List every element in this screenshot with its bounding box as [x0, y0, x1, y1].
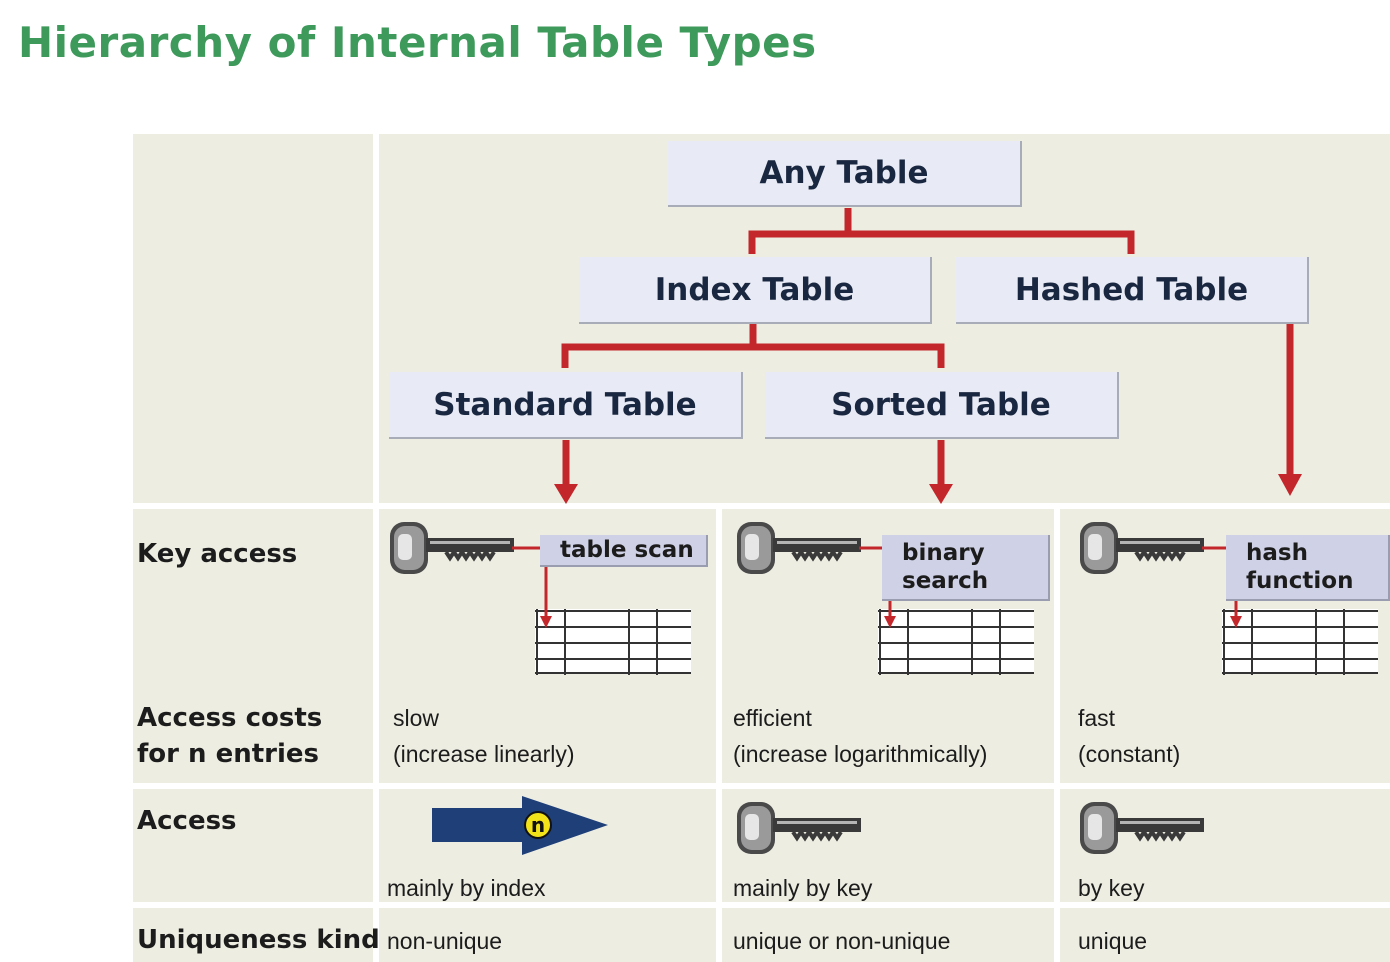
row-label-access: Access [137, 806, 237, 836]
uniqueness-cell-hashed: unique [1078, 928, 1148, 954]
method-label-binary-search [882, 535, 1050, 601]
cost-line: fast [1078, 705, 1116, 731]
cost-cell-hashed [1078, 700, 1180, 772]
uniqueness-cell-standard: non-unique [387, 928, 503, 954]
key-icon [1080, 802, 1204, 854]
row-label-key-access: Key access [137, 539, 298, 569]
hashed-table-box: Hashed Table [956, 257, 1309, 324]
row-label-uniqueness: Uniqueness kind [137, 925, 380, 955]
cost-line: (constant) [1078, 741, 1181, 767]
index-arrow-label: n [530, 813, 546, 837]
row-label-line: for n entries [137, 739, 320, 769]
any-table-box: Any Table [668, 141, 1022, 207]
table-grid-icon [1222, 609, 1378, 675]
method-line: search [902, 568, 989, 594]
key-icon [737, 522, 861, 574]
row-label-line: Access costs [137, 703, 323, 733]
cost-line: slow [393, 705, 440, 731]
cost-cell-standard [393, 700, 575, 772]
cost-line: (increase logarithmically) [733, 741, 988, 767]
method-line: function [1246, 568, 1354, 594]
table-grid-icon [535, 609, 691, 675]
key-icon [737, 802, 861, 854]
page-title: Hierarchy of Internal Table Types [18, 18, 817, 67]
standard-table-box: Standard Table [389, 372, 743, 439]
key-icon [390, 522, 514, 574]
cost-line: (increase linearly) [393, 741, 575, 767]
arrowhead-standard [554, 484, 578, 504]
cost-cell-sorted [733, 700, 987, 772]
connector-index-branches [565, 324, 941, 368]
index-table-box: Index Table [579, 257, 932, 324]
access-cell-hashed: by key [1078, 875, 1145, 901]
connector-any-branches [752, 208, 1131, 254]
uniqueness-cell-sorted: unique or non-unique [733, 928, 951, 954]
access-cell-sorted: mainly by key [733, 875, 873, 901]
key-icon [1080, 522, 1204, 574]
method-line: hash [1246, 540, 1308, 566]
method-label-hash-function [1226, 535, 1390, 601]
access-cell-standard: mainly by index [387, 875, 546, 901]
method-label-table-scan: table scan [540, 535, 708, 567]
arrowhead-sorted [929, 484, 953, 504]
arrow-right-icon [432, 796, 608, 855]
cost-line: efficient [733, 705, 812, 731]
arrowhead-hashed [1278, 474, 1302, 496]
row-label-access-costs [137, 700, 322, 772]
table-grid-icon [878, 609, 1034, 675]
sorted-table-box: Sorted Table [765, 372, 1119, 439]
method-line: binary [902, 540, 985, 566]
